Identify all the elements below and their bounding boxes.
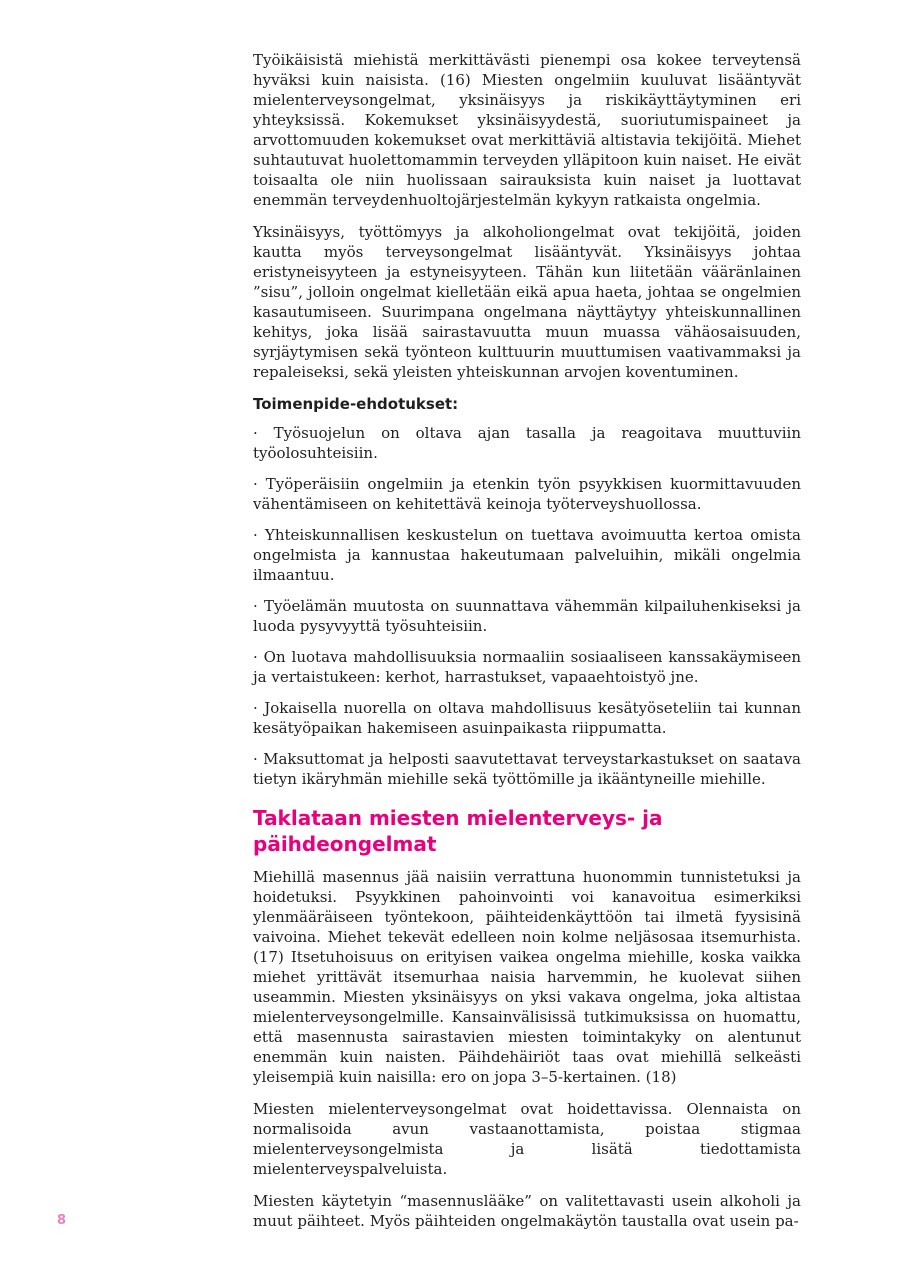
proposals-title: Toimenpide-ehdotukset: — [253, 395, 459, 413]
page-number: 8 — [57, 1213, 67, 1228]
proposal-item: · Jokaisella nuorella on oltava mahdollisuus kesätyöseteliin tai kunnan kesätyöpaikan hakemiseen asuinpaikasta riippumatta. — [253, 699, 801, 737]
proposal-item: · Maksuttomat ja helposti saavutettavat terveystarkastukset on saatava tietyn ikäryhmän miehille sekä työttömille ja ikääntyneille miehille. — [253, 750, 801, 788]
section-heading-line-2: päihdeongelmat — [253, 832, 437, 856]
paragraph-intro-2: Yksinäisyys, työttömyys ja alkoholiongelmat ovat tekijöitä, joiden kautta myös terveysongelmat lisääntyvät. Yksinäisyys johtaa eristyneisyyteen ja estyneisyyteen. Tähän kun liitetään vääränlainen ”sisu”, jolloin ongelmat kielletään eikä apua haeta, johtaa se ongelmien kasautumiseen. Suurimpana ongelmana näyttäytyy yhteiskunnallinen kehitys, joka lisää sairastavuutta muun muassa vähäosaisuuden, syrjäytymisen sekä työnteon kulttuurin muuttumisen vaativammaksi ja repaleiseksi, sekä yleisten yhteiskunnan arvojen koventuminen. — [253, 223, 801, 381]
section-heading-line-1: Taklataan miesten mielenterveys- ja — [253, 806, 663, 830]
proposal-item: · Työelämän muutosta on suunnattava vähemmän kilpailuhenkiseksi ja luoda pysyvyyttä työsuhteisiin. — [253, 597, 801, 635]
paragraph-section-2: Miesten mielenterveysongelmat ovat hoidettavissa. Olennaista on normalisoida avun vastaanottamista, poistaa stigmaa mielenterveysongelmista ja lisätä tiedottamista mielenterveyspalveluista. — [253, 1100, 801, 1178]
text-column — [253, 50, 801, 1243]
paragraph-section-3: Miesten käytetyin “masennuslääke” on valitettavasti usein alkoholi ja muut päihteet. Myös päihteiden ongelmakäytön taustalla ovat usein pa- — [253, 1192, 801, 1230]
proposal-item: · Työperäisiin ongelmiin ja etenkin työn psyykkisen kuormittavuuden vähentämiseen on kehitettävä keinoja työterveyshuollossa. — [253, 475, 801, 513]
proposal-item: · Yhteiskunnallisen keskustelun on tuettava avoimuutta kertoa omista ongelmista ja kannustaa hakeutumaan palveluihin, mikäli ongelmia ilmaantuu. — [253, 526, 801, 584]
proposal-item: · On luotava mahdollisuuksia normaaliin sosiaaliseen kanssakäymiseen ja vertaistukeen: kerhot, harrastukset, vapaaehtoistyö jne. — [253, 648, 801, 686]
paragraph-section-1: Miehillä masennus jää naisiin verrattuna huonommin tunnistetuksi ja hoidetuksi. Psyykkinen pahoinvointi voi kanavoitua esimerkiksi ylenmääräiseen työntekoon, päihteidenkäyttöön tai ilmetä fyysisinä vaivoina. Miehet tekevät edelleen noin kolme neljäsosaa itsemurhista. (17) Itsetuhoisuus on erityisen vaikea ongelma miehille, koska vaikka miehet yrittävät itsemurhaa naisia harvemmin, he kuolevat siihen useammin. Miesten yksinäisyys on yksi vakava ongelma, joka altistaa mielenterveysongelmille. Kansainvälisissä tutkimuksissa on huomattu, että masennusta sairastavien miesten toimintakyky on alentunut enemmän kuin naisten. Päihdehäiriöt taas ovat miehillä selkeästi yleisempiä kuin naisilla: ero on jopa 3–5-kertainen. (18) — [253, 868, 801, 1086]
paragraph-intro-1: Työikäisistä miehistä merkittävästi pienempi osa kokee terveytensä hyväksi kuin naisista. (16) Miesten ongelmiin kuuluvat lisääntyvät mielenterveysongelmat, yksinäisyys ja riskikäyttäytyminen eri yhteyksissä. Kokemukset yksinäisyydestä, suoriutumispaineet ja arvottomuuden kokemukset ovat merkittäviä altistavia tekijöitä. Miehet suhtautuvat huolettomammin terveyden ylläpitoon kuin naiset. He eivät toisaalta ole niin huolissaan sairauksista kuin naiset ja luottavat enemmän terveydenhuoltojärjestelmän kykyyn ratkaista ongelmia. — [253, 51, 801, 209]
proposal-item: · Työsuojelun on oltava ajan tasalla ja reagoitava muuttuviin työolosuhteisiin. — [253, 424, 801, 462]
section-heading — [253, 805, 801, 857]
